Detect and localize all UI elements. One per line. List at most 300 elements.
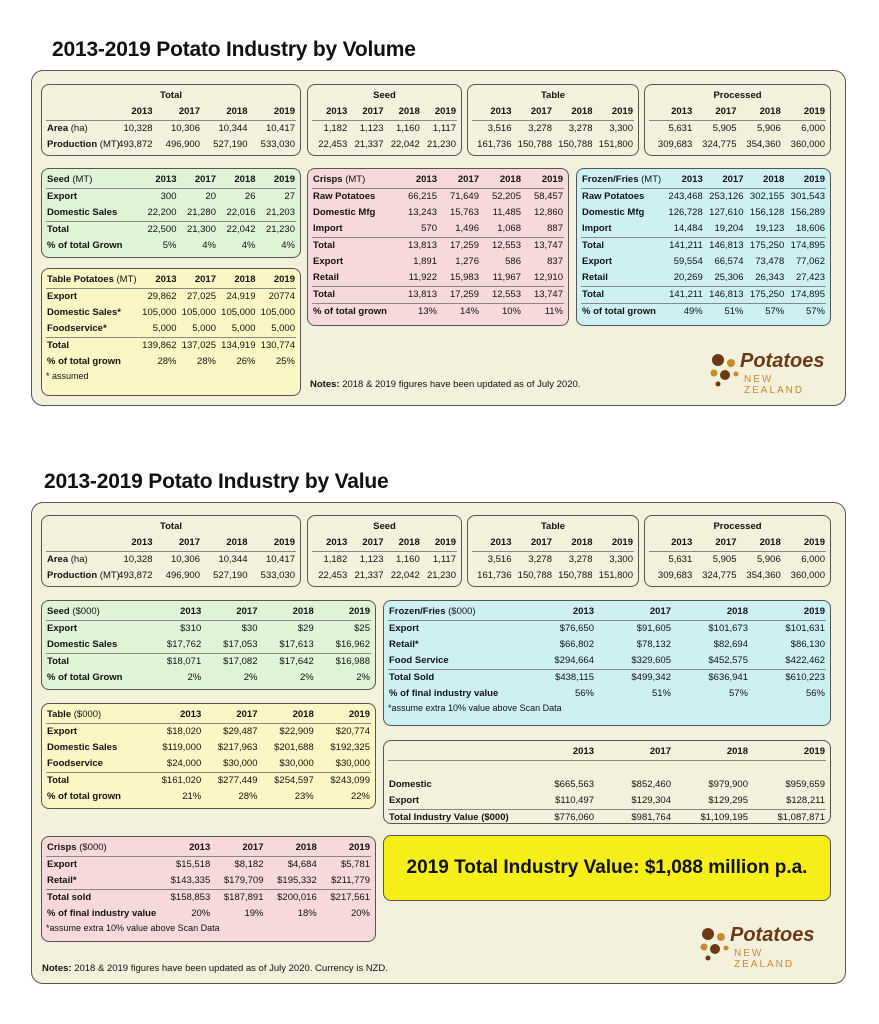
table-row [46, 621, 371, 638]
cell-value: $438,115 [555, 672, 594, 683]
total-industry-value-banner: 2019 Total Industry Value: $1,088 million p.a. [383, 835, 831, 901]
cell-value: 24,919 [226, 291, 256, 302]
row-label: % of total grown [582, 306, 656, 317]
cell-value: $636,941 [708, 672, 748, 683]
cell-value: $86,130 [790, 639, 825, 650]
cell-value: 11% [544, 306, 563, 317]
cell-value: 302,155 [749, 191, 785, 202]
cell-value: $277,449 [217, 775, 258, 786]
cell-value: $17,613 [259, 637, 315, 654]
cell-value: $217,561 [330, 892, 370, 903]
cell-value: $776,060 [554, 811, 594, 823]
val-crisps-table: Crisps ($000) 2013 2017 2018 2019 Export $15,518 $8,182 $4,684 $5,781 Retail* $143,335 $179,709 $195,332 $211,779 Total sold $158,853 $187,891 $200,016 $217,561 % of final industry value 20% 19% 18% 20% [46, 840, 371, 922]
cell-value: 66,574 [714, 256, 744, 267]
vol-frozen-mt-table: Frozen/Fries (MT) 2013 2017 2018 2019 Raw Potatoes 243,468 253,126 302,155 301,543 Domestic Mfg 126,728 127,610 156,128 156,289 Import 14,484 19,204 19,123 18,606 Total 141,211 146,813 175,250 174,895 Export 59,554 66,574 73,478 77,062 Retail 20,269 25,306 26,343 27,423 Total 141,211 146,813 175,250 174,895 % of total grown 49% 51% 57% 57% [581, 172, 826, 320]
cell-value: 19% [244, 908, 264, 919]
table-row [312, 221, 564, 238]
table-row [46, 724, 371, 741]
cell-value: 13,747 [522, 287, 564, 304]
row-label: Total [312, 287, 396, 304]
cell-value: 137,025 [181, 340, 216, 351]
table-row [581, 304, 826, 321]
table-row [388, 670, 826, 687]
cell-value: $610,223 [785, 672, 825, 683]
val-summary-table: 2013 2017 2018 2019 Domestic $665,563 $852,460 $979,900 $959,659 Export $110,497 $129,304 $129,295 $128,211 Total Industry Value ($000) $776,060 $981,764 $1,109,195 $1,087,871 [388, 744, 826, 826]
row-label: Export [389, 623, 420, 634]
cell-value: 146,813 [709, 240, 744, 251]
table-row [46, 857, 371, 874]
row-label: % of total Grown [47, 672, 123, 683]
cell-value: 13% [417, 306, 437, 317]
cell-value: $1,087,871 [777, 811, 825, 823]
row-label: Total [582, 240, 604, 251]
row-label: Retail* [46, 873, 158, 890]
cell-value: $110,497 [518, 793, 595, 810]
cell-value: 13,813 [396, 287, 438, 304]
cell-value: 20% [350, 908, 370, 919]
cell-value: 5% [162, 240, 177, 251]
cell-value: 25% [275, 356, 295, 367]
cell-value: $30,000 [259, 756, 315, 773]
table-row [312, 189, 564, 206]
row-label: Raw Potatoes [313, 191, 376, 202]
row-label: Retail* [389, 639, 419, 650]
cell-value: 1,068 [480, 221, 522, 238]
cell-value: 20 [205, 191, 216, 202]
cell-value: 301,543 [790, 191, 825, 202]
row-label: Total [47, 340, 69, 351]
table-row [312, 254, 564, 270]
table-row [46, 321, 296, 338]
table-row [46, 189, 296, 206]
cell-value: 22,200 [138, 205, 178, 222]
cell-value: 2% [300, 672, 314, 683]
cell-value: $29 [297, 623, 314, 634]
val-crisps-box [41, 836, 376, 942]
vol-crisps-mt-box [307, 168, 569, 326]
cell-value: 56% [574, 688, 594, 699]
vol-processed-box: Processed 2013 2017 2018 2019 5,631 5,905 5,906 6,000 309,683 324,775 354,360 360,000 [644, 84, 831, 156]
logo-top [706, 350, 836, 394]
cell-value: 51% [651, 688, 671, 699]
table-row [581, 270, 826, 287]
cell-value: $254,597 [274, 775, 314, 786]
row-label: % of total grown [47, 791, 121, 802]
cell-value: $30,000 [202, 756, 258, 773]
row-label: Total Industry Value ($000) [389, 811, 509, 823]
row-label: Export [47, 191, 78, 202]
table-row [312, 238, 564, 255]
cell-value: $18,071 [166, 656, 202, 667]
cell-value: 27,423 [785, 270, 826, 287]
cell-value: 5,000 [257, 321, 297, 338]
cell-value: 13,243 [407, 207, 437, 218]
row-label: Export [47, 859, 78, 870]
cell-value: 57% [728, 688, 748, 699]
vol-total-title: Total [160, 90, 182, 101]
row-label: Foodservice* [46, 321, 138, 338]
row-label: Domestic Sales* [47, 307, 121, 318]
cell-value: 175,250 [749, 240, 785, 251]
cell-value: 20% [191, 908, 211, 919]
table-row [581, 189, 826, 206]
cell-value: 18,606 [785, 221, 826, 238]
table-row [581, 205, 826, 221]
vol-crisps-mt-table: Crisps (MT) 2013 2017 2018 2019 Raw Potatoes 66,215 71,649 52,205 58,457 Domestic Mfg 13,243 15,763 11,485 12,860 Import 570 1,496 1,068 887 Total 13,813 17,259 12,553 13,747 Export 1,891 1,276 586 837 Retail 11,922 15,983 11,967 12,910 Total 13,813 17,259 12,553 13,747 % of total grown 13% 14% 10% 11% [312, 172, 564, 320]
cell-value: $192,325 [330, 742, 370, 753]
val-total-box: Total 2013 2017 2018 2019 Area (ha) 10,328 10,306 10,344 10,417 Production (MT) 493,872 496,900 527,190 533,030 [41, 515, 301, 587]
cell-value: 51% [724, 306, 744, 317]
val-frozen-box [383, 600, 831, 726]
cell-value: $243,099 [330, 775, 370, 786]
cell-value: 2% [243, 672, 258, 683]
cell-value: 253,126 [709, 191, 744, 202]
row-label: Total [47, 775, 69, 786]
val-frozen-footnote: *assume extra 10% value above Scan Data [388, 703, 562, 713]
cell-value: 17,259 [449, 240, 479, 251]
cell-value: $76,650 [559, 623, 594, 634]
cell-value: $8,182 [234, 859, 264, 870]
cell-value: 11,967 [480, 270, 522, 287]
cell-value: 5,000 [178, 321, 218, 338]
table-row [46, 289, 296, 306]
table-row [46, 873, 371, 890]
val-frozen-table: Frozen/Fries ($000) 2013 2017 2018 2019 Export $76,650 $91,605 $101,673 $101,631 Retail* $66,802 $78,132 $82,694 $86,130 Food Service $294,664 $329,605 $452,575 $422,462 Total Sold $438,115 $499,342 $636,941 $610,223 % of final industry value 56% 51% 57% 56% [388, 604, 826, 702]
cell-value: $143,335 [158, 873, 211, 890]
val-table-box: Table 2013 2017 2018 2019 3,516 3,278 3,278 3,300 161,736 150,788 150,788 151,800 [467, 515, 639, 587]
cell-value: 174,895 [790, 240, 825, 251]
cell-value: 59,554 [673, 256, 703, 267]
val-seed-table: Seed ($000) 2013 2017 2018 2019 Export $310 $30 $29 $25 Domestic Sales $17,762 $17,053 $17,613 $16,962 Total $18,071 $17,082 $17,642 $16,988 % of total Grown 2% 2% 2% 2% [46, 604, 371, 686]
cell-value: $101,673 [708, 623, 748, 634]
cell-value: $422,462 [749, 653, 826, 670]
cell-value: 57% [805, 306, 825, 317]
cell-value: $329,605 [595, 653, 672, 670]
cell-value: $25 [354, 623, 370, 634]
cell-value: 11,485 [492, 207, 521, 218]
cell-value: 28% [238, 791, 258, 802]
row-label: Retail [581, 270, 663, 287]
cell-value: 18% [297, 908, 317, 919]
table-row [46, 906, 371, 922]
cell-value: 1,891 [413, 256, 437, 267]
row-label: Domestic Mfg [582, 207, 645, 218]
cell-value: 28% [157, 356, 177, 367]
row-label: Total sold [47, 892, 92, 903]
cell-value: $17,053 [202, 637, 258, 654]
vol-seed-box: Seed 2013 2017 2018 2019 1,182 1,123 1,160 1,117 22,453 21,337 22,042 21,230 [307, 84, 462, 156]
cell-value: 139,862 [142, 340, 177, 351]
cell-value: 21,230 [265, 224, 295, 235]
cell-value: 11,922 [396, 270, 438, 287]
row-label: Domestic [389, 778, 432, 790]
cell-value: $129,304 [595, 793, 672, 810]
cell-value: 134,919 [221, 340, 256, 351]
cell-value: $179,709 [211, 873, 264, 890]
vol-table-mt-table: Table Potatoes (MT) 2013 2017 2018 2019 Export 29,862 27,025 24,919 20774 Domestic Sales* 105,000 105,000 105,000 105,000 Foodservice* 5,000 5,000 5,000 5,000 Total 139,862 137,025 134,919 130,774 % of total grown 28% 28% 26% 25% [46, 272, 296, 370]
row-label: % of total grown [313, 306, 387, 317]
row-label: Total [313, 240, 335, 251]
val-crisps-footnote: *assume extra 10% value above Scan Data [46, 923, 220, 933]
cell-value: $981,764 [631, 811, 671, 823]
table-row [312, 304, 564, 321]
cell-value: 2% [356, 672, 370, 683]
table-row [46, 637, 371, 654]
cell-value: $852,460 [631, 778, 671, 790]
cell-value: 26% [236, 356, 256, 367]
cell-value: 141,211 [663, 287, 704, 304]
row-label: Export [388, 793, 518, 810]
cell-value: 156,128 [749, 207, 785, 218]
cell-value: 837 [547, 256, 563, 267]
cell-value: 19,204 [704, 221, 745, 238]
cell-value: $18,020 [166, 726, 202, 737]
table-row [46, 890, 371, 907]
logo-sub: NEW ZEALAND [734, 948, 795, 970]
val-processed-box: Processed 2013 2017 2018 2019 5,631 5,905 5,906 6,000 309,683 324,775 354,360 360,000 [644, 515, 831, 587]
cell-value: 49% [683, 306, 703, 317]
row-label: Food Service [388, 653, 518, 670]
cell-value: 12,860 [533, 207, 563, 218]
cell-value: 4% [281, 240, 295, 251]
row-label: Domestic Sales [47, 742, 118, 753]
row-label: Raw Potatoes [582, 191, 645, 202]
cell-value: $158,853 [170, 892, 211, 903]
cell-value: $82,694 [713, 639, 748, 650]
cell-value: 4% [202, 240, 216, 251]
cell-value: 21,280 [178, 205, 218, 222]
table-row [388, 809, 826, 826]
cell-value: 12,910 [522, 270, 564, 287]
cell-value: $30 [241, 623, 258, 634]
row-label: Domestic Sales [46, 205, 138, 222]
cell-value: 887 [522, 221, 564, 238]
cell-value: 20,269 [663, 270, 704, 287]
vol-table-box: Table 2013 2017 2018 2019 3,516 3,278 3,278 3,300 161,736 150,788 150,788 151,800 [467, 84, 639, 156]
table-row [46, 789, 371, 805]
table-row [46, 740, 371, 756]
cell-value: 12,553 [491, 240, 521, 251]
cell-value: 25,306 [704, 270, 745, 287]
volume-title: 2013-2019 Potato Industry by Volume [52, 38, 416, 61]
cell-value: 57% [765, 306, 785, 317]
cell-value: 22% [350, 791, 370, 802]
cell-value: 14% [459, 306, 479, 317]
cell-value: $161,020 [161, 775, 202, 786]
cell-value: 105,000 [260, 307, 295, 318]
cell-value: 66,215 [407, 191, 437, 202]
cell-value: 4% [241, 240, 256, 251]
cell-value: 29,862 [147, 291, 177, 302]
val-table-table: Table ($000) 2013 2017 2018 2019 Export $18,020 $29,487 $22,909 $20,774 Domestic Sales $119,000 $217,963 $201,688 $192,325 Foodservice $24,000 $30,000 $30,000 $30,000 Total $161,020 $277,449 $254,597 $243,099 % of total grown 21% 28% 23% 22% [46, 707, 371, 805]
value-title: 2013-2019 Potato Industry by Value [44, 470, 389, 493]
cell-value: 156,289 [790, 207, 825, 218]
logo-word: Potatoes [740, 350, 825, 372]
table-row [46, 238, 296, 254]
table-row [46, 654, 371, 671]
cell-value: 15,763 [449, 207, 479, 218]
table-row [581, 221, 826, 238]
cell-value: 77,062 [795, 256, 825, 267]
row-label: Retail [312, 270, 396, 287]
cell-value: 22,042 [226, 224, 256, 235]
row-label: Foodservice [46, 756, 146, 773]
table-row [581, 238, 826, 255]
cell-value: $29,487 [223, 726, 258, 737]
cell-value: 15,983 [438, 270, 480, 287]
row-label: Total Sold [389, 672, 435, 683]
table-row [312, 270, 564, 287]
cell-value: $200,016 [277, 892, 317, 903]
cell-value: $959,659 [785, 778, 825, 790]
table-row [46, 670, 371, 686]
table-row [46, 222, 296, 239]
cell-value: 1,496 [438, 221, 480, 238]
cell-value: $15,518 [175, 859, 211, 870]
logo-word: Potatoes [730, 924, 815, 946]
row-label: Total [581, 287, 663, 304]
val-table-box-detail [41, 703, 376, 809]
row-label: Export [313, 256, 344, 267]
row-label: Domestic Sales [46, 637, 146, 654]
vol-table-mt-box [41, 268, 301, 396]
cell-value: $4,684 [287, 859, 317, 870]
row-label: Export [47, 291, 78, 302]
cell-value: $5,781 [340, 859, 370, 870]
cell-value: $1,109,195 [700, 811, 748, 823]
cell-value: $217,963 [217, 742, 258, 753]
cell-value: $665,563 [554, 778, 594, 790]
cell-value: 105,000 [181, 307, 216, 318]
cell-value: $452,575 [672, 653, 749, 670]
cell-value: 27 [284, 191, 295, 202]
cell-value: 21% [182, 791, 202, 802]
cell-value: $201,688 [274, 742, 314, 753]
val-summary-box [383, 740, 831, 824]
table-row [388, 793, 826, 810]
cell-value: 13,747 [533, 240, 563, 251]
cell-value: 1,276 [455, 256, 479, 267]
cell-value: 26,343 [745, 270, 786, 287]
row-label: % of final industry value [389, 688, 499, 699]
cell-value: $16,962 [315, 637, 371, 654]
cell-value: $101,631 [785, 623, 825, 634]
vol-total-box: Total 2013 2017 2018 2019 Area (ha) 10,328 10,306 10,344 10,417 Production (MT) 493,872 496,900 527,190 533,030 [41, 84, 301, 156]
row-label: Domestic Mfg [313, 207, 376, 218]
cell-value: 130,774 [260, 340, 295, 351]
cell-value: 73,478 [755, 256, 785, 267]
val-seed-box-detail [41, 600, 376, 690]
cell-value: $499,342 [631, 672, 671, 683]
cell-value: 28% [196, 356, 216, 367]
cell-value: $17,762 [146, 637, 202, 654]
table-row [46, 205, 296, 222]
vol-seed-mt-table: Seed (MT) 2013 2017 2018 2019 Export 300 20 26 27 Domestic Sales 22,200 21,280 22,016 21,203 Total 22,500 21,300 22,042 21,230 % of total Grown 5% 4% 4% 4% [46, 172, 296, 254]
cell-value: 5,000 [138, 321, 178, 338]
table-row [46, 305, 296, 321]
table-row [581, 254, 826, 270]
cell-value: 58,457 [533, 191, 563, 202]
row-label: % of total Grown [47, 240, 123, 251]
cell-value: 27,025 [186, 291, 216, 302]
cell-value: 105,000 [221, 307, 256, 318]
vol-notes: Notes: 2018 & 2019 figures have been updated as of July 2020. [310, 379, 581, 390]
cell-value: 56% [805, 688, 825, 699]
table-row [388, 653, 826, 670]
cell-value: 22,500 [147, 224, 177, 235]
table-row [46, 354, 296, 370]
cell-value: 126,728 [668, 207, 703, 218]
cell-value: 26 [244, 191, 256, 202]
cell-value: 52,205 [491, 191, 521, 202]
cell-value: $979,900 [708, 778, 748, 790]
table-row [46, 756, 371, 773]
cell-value: 71,649 [449, 191, 479, 202]
val-seed-box: Seed 2013 2017 2018 2019 1,182 1,123 1,160 1,117 22,453 21,337 22,042 21,230 [307, 515, 462, 587]
cell-value: 21,203 [257, 205, 297, 222]
cell-value: 14,484 [663, 221, 704, 238]
row-label: Total [47, 224, 69, 235]
cell-value: $16,988 [335, 656, 370, 667]
row-label: Import [312, 221, 396, 238]
row-label: Import [581, 221, 663, 238]
vol-seed-mt-box [41, 168, 301, 258]
cell-value: 146,813 [704, 287, 745, 304]
cell-value: 243,468 [668, 191, 703, 202]
cell-value: $119,000 [162, 742, 202, 753]
row-label: Export [47, 623, 78, 634]
cell-value: 105,000 [142, 307, 177, 318]
cell-value: 22,016 [217, 205, 257, 222]
cell-value: $17,082 [223, 656, 258, 667]
cell-value: 19,123 [745, 221, 786, 238]
cell-value: $187,891 [223, 892, 264, 903]
cell-value: $211,779 [318, 873, 371, 890]
vol-table-footnote: * assumed [46, 371, 89, 381]
cell-value: 175,250 [745, 287, 786, 304]
table-row [46, 773, 371, 790]
cell-value: $22,909 [279, 726, 314, 737]
cell-value: 300 [160, 191, 177, 202]
cell-value: $294,664 [518, 653, 595, 670]
row-label: Total [47, 656, 69, 667]
cell-value: $195,332 [265, 873, 318, 890]
cell-value: $78,132 [636, 639, 671, 650]
cell-value: 586 [505, 256, 521, 267]
cell-value: $129,295 [672, 793, 749, 810]
table-row [46, 338, 296, 355]
table-row [312, 287, 564, 304]
logo-bottom [696, 924, 826, 968]
table-row [388, 621, 826, 638]
cell-value: 23% [294, 791, 314, 802]
cell-value: $66,802 [559, 639, 594, 650]
cell-value: $24,000 [146, 756, 202, 773]
table-row [388, 777, 826, 793]
cell-value: 20774 [268, 291, 295, 302]
cell-value: 2% [187, 672, 202, 683]
cell-value: 5,000 [217, 321, 257, 338]
cell-value: 141,211 [669, 240, 703, 251]
cell-value: 174,895 [785, 287, 826, 304]
cell-value: $310 [180, 623, 202, 634]
row-label: % of final industry value [47, 908, 157, 919]
row-label: Export [582, 256, 613, 267]
logo-sub: NEW ZEALAND [744, 374, 805, 396]
cell-value: $17,642 [279, 656, 314, 667]
cell-value: 17,259 [438, 287, 480, 304]
row-label: Export [47, 726, 78, 737]
